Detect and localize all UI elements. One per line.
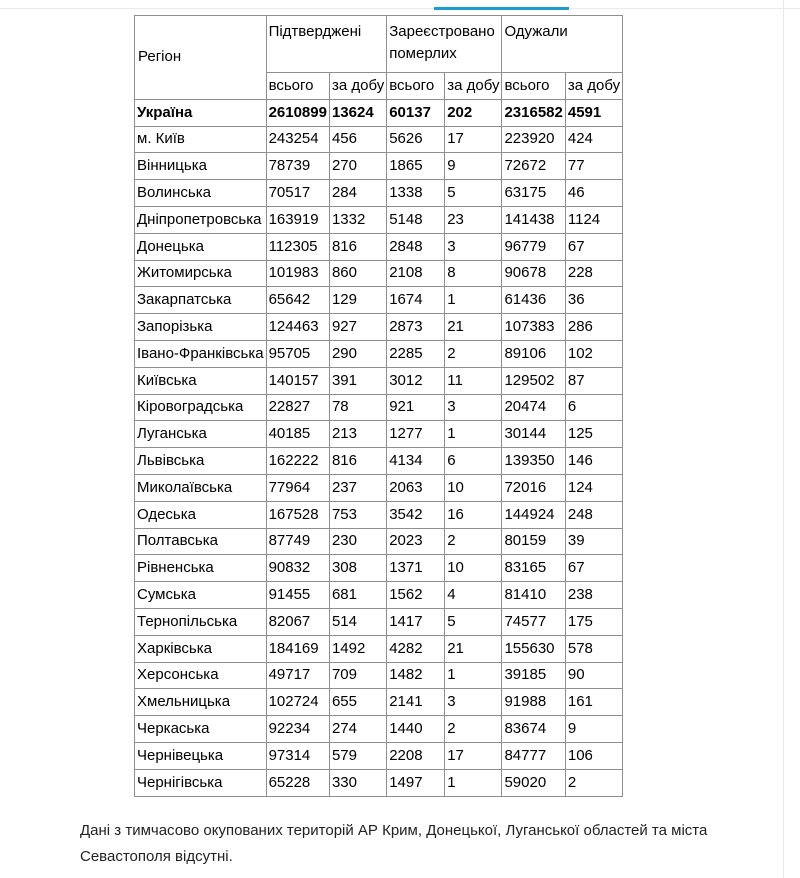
value-cell: 17 xyxy=(445,126,502,153)
deaths-total-header: всього xyxy=(387,73,445,100)
content-right-border xyxy=(783,0,784,878)
region-cell: Івано-Франківська xyxy=(135,340,267,367)
value-cell: 162222 xyxy=(266,448,329,475)
value-cell: 22827 xyxy=(266,394,329,421)
value-cell: 2063 xyxy=(387,474,445,501)
value-cell: 129502 xyxy=(502,367,565,394)
table-row xyxy=(135,287,623,314)
value-cell: 5626 xyxy=(387,126,445,153)
value-cell: 95705 xyxy=(266,340,329,367)
value-cell: 39 xyxy=(565,528,622,555)
covid-stats-table xyxy=(134,15,623,797)
value-cell: 1332 xyxy=(329,206,386,233)
value-cell: 579 xyxy=(329,742,386,769)
value-cell: 286 xyxy=(565,314,622,341)
region-cell: Чернівецька xyxy=(135,742,267,769)
table-row xyxy=(135,314,623,341)
value-cell: 1492 xyxy=(329,635,386,662)
value-cell: 1562 xyxy=(387,582,445,609)
region-cell: Хмельницька xyxy=(135,689,267,716)
value-cell: 860 xyxy=(329,260,386,287)
value-cell: 1124 xyxy=(565,206,622,233)
total-value-cell: 13624 xyxy=(329,99,386,126)
value-cell: 1 xyxy=(445,662,502,689)
table-row xyxy=(135,716,623,743)
value-cell: 391 xyxy=(329,367,386,394)
total-region-cell: Україна xyxy=(135,99,267,126)
value-cell: 72016 xyxy=(502,474,565,501)
value-cell: 8 xyxy=(445,260,502,287)
value-cell: 90 xyxy=(565,662,622,689)
value-cell: 83165 xyxy=(502,555,565,582)
value-cell: 1277 xyxy=(387,421,445,448)
value-cell: 1 xyxy=(445,421,502,448)
value-cell: 80159 xyxy=(502,528,565,555)
value-cell: 243254 xyxy=(266,126,329,153)
confirmed-header: Підтверджені xyxy=(266,16,387,73)
table-row xyxy=(135,662,623,689)
value-cell: 270 xyxy=(329,153,386,180)
total-value-cell: 2316582 xyxy=(502,99,565,126)
value-cell: 129 xyxy=(329,287,386,314)
value-cell: 237 xyxy=(329,474,386,501)
value-cell: 96779 xyxy=(502,233,565,260)
table-row xyxy=(135,448,623,475)
value-cell: 4 xyxy=(445,582,502,609)
value-cell: 1338 xyxy=(387,180,445,207)
value-cell: 65228 xyxy=(266,769,329,796)
region-cell: Вінницька xyxy=(135,153,267,180)
value-cell: 97314 xyxy=(266,742,329,769)
value-cell: 274 xyxy=(329,716,386,743)
value-cell: 70517 xyxy=(266,180,329,207)
value-cell: 23 xyxy=(445,206,502,233)
value-cell: 102 xyxy=(565,340,622,367)
value-cell: 1417 xyxy=(387,608,445,635)
value-cell: 927 xyxy=(329,314,386,341)
value-cell: 46 xyxy=(565,180,622,207)
confirmed-day-header: за добу xyxy=(329,73,386,100)
value-cell: 11 xyxy=(445,367,502,394)
table-row xyxy=(135,689,623,716)
total-value-cell: 4591 xyxy=(565,99,622,126)
value-cell: 9 xyxy=(565,716,622,743)
value-cell: 6 xyxy=(445,448,502,475)
value-cell: 238 xyxy=(565,582,622,609)
value-cell: 230 xyxy=(329,528,386,555)
confirmed-total-header: всього xyxy=(266,73,329,100)
value-cell: 141438 xyxy=(502,206,565,233)
value-cell: 5 xyxy=(445,180,502,207)
value-cell: 6 xyxy=(565,394,622,421)
value-cell: 40185 xyxy=(266,421,329,448)
value-cell: 78 xyxy=(329,394,386,421)
value-cell: 1497 xyxy=(387,769,445,796)
value-cell: 3542 xyxy=(387,501,445,528)
value-cell: 10 xyxy=(445,555,502,582)
value-cell: 228 xyxy=(565,260,622,287)
total-value-cell: 60137 xyxy=(387,99,445,126)
value-cell: 49717 xyxy=(266,662,329,689)
value-cell: 39185 xyxy=(502,662,565,689)
total-row xyxy=(135,99,623,126)
region-cell: Полтавська xyxy=(135,528,267,555)
value-cell: 213 xyxy=(329,421,386,448)
region-cell: Тернопільська xyxy=(135,608,267,635)
value-cell: 1674 xyxy=(387,287,445,314)
table-row xyxy=(135,769,623,796)
region-cell: Одеська xyxy=(135,501,267,528)
recovered-header: Одужали xyxy=(502,16,623,73)
value-cell: 3 xyxy=(445,394,502,421)
value-cell: 87749 xyxy=(266,528,329,555)
region-cell: Луганська xyxy=(135,421,267,448)
value-cell: 101983 xyxy=(266,260,329,287)
value-cell: 2 xyxy=(445,528,502,555)
region-cell: Чернігівська xyxy=(135,769,267,796)
deaths-header: Зареєстровано померлих xyxy=(387,16,502,73)
value-cell: 1371 xyxy=(387,555,445,582)
value-cell: 1 xyxy=(445,287,502,314)
value-cell: 89106 xyxy=(502,340,565,367)
value-cell: 77 xyxy=(565,153,622,180)
value-cell: 2848 xyxy=(387,233,445,260)
region-cell: Херсонська xyxy=(135,662,267,689)
value-cell: 2 xyxy=(445,716,502,743)
table-row xyxy=(135,635,623,662)
value-cell: 2 xyxy=(445,340,502,367)
region-header: Регіон xyxy=(135,16,267,100)
value-cell: 72672 xyxy=(502,153,565,180)
value-cell: 3 xyxy=(445,233,502,260)
value-cell: 5148 xyxy=(387,206,445,233)
active-tab-indicator xyxy=(434,7,569,10)
table-row xyxy=(135,742,623,769)
value-cell: 59020 xyxy=(502,769,565,796)
recovered-total-header: всього xyxy=(502,73,565,100)
value-cell: 84777 xyxy=(502,742,565,769)
top-divider xyxy=(0,8,800,9)
value-cell: 4134 xyxy=(387,448,445,475)
value-cell: 78739 xyxy=(266,153,329,180)
value-cell: 290 xyxy=(329,340,386,367)
value-cell: 175 xyxy=(565,608,622,635)
value-cell: 77964 xyxy=(266,474,329,501)
value-cell: 753 xyxy=(329,501,386,528)
table-row xyxy=(135,153,623,180)
value-cell: 184169 xyxy=(266,635,329,662)
value-cell: 92234 xyxy=(266,716,329,743)
value-cell: 81410 xyxy=(502,582,565,609)
region-cell: Житомирська xyxy=(135,260,267,287)
deaths-day-header: за добу xyxy=(445,73,502,100)
table-row xyxy=(135,340,623,367)
value-cell: 5 xyxy=(445,608,502,635)
value-cell: 167528 xyxy=(266,501,329,528)
value-cell: 2023 xyxy=(387,528,445,555)
value-cell: 146 xyxy=(565,448,622,475)
table-row xyxy=(135,180,623,207)
value-cell: 921 xyxy=(387,394,445,421)
value-cell: 144924 xyxy=(502,501,565,528)
table-row xyxy=(135,608,623,635)
value-cell: 2 xyxy=(565,769,622,796)
value-cell: 248 xyxy=(565,501,622,528)
footnote-text: Дані з тимчасово окупованих територій АР Крим, Донецької, Луганської областей та міста Севастополя відсутні. xyxy=(80,822,708,865)
value-cell: 681 xyxy=(329,582,386,609)
value-cell: 655 xyxy=(329,689,386,716)
table-row xyxy=(135,233,623,260)
value-cell: 155630 xyxy=(502,635,565,662)
value-cell: 816 xyxy=(329,233,386,260)
value-cell: 21 xyxy=(445,314,502,341)
value-cell: 74577 xyxy=(502,608,565,635)
table-row xyxy=(135,367,623,394)
value-cell: 90832 xyxy=(266,555,329,582)
table-row xyxy=(135,421,623,448)
region-cell: Кіровоградська xyxy=(135,394,267,421)
region-cell: Донецька xyxy=(135,233,267,260)
value-cell: 4282 xyxy=(387,635,445,662)
recovered-day-header: за добу xyxy=(565,73,622,100)
value-cell: 2873 xyxy=(387,314,445,341)
region-cell: Харківська xyxy=(135,635,267,662)
table-row xyxy=(135,206,623,233)
value-cell: 2141 xyxy=(387,689,445,716)
value-cell: 83674 xyxy=(502,716,565,743)
value-cell: 20474 xyxy=(502,394,565,421)
total-value-cell: 2610899 xyxy=(266,99,329,126)
value-cell: 3 xyxy=(445,689,502,716)
value-cell: 163919 xyxy=(266,206,329,233)
value-cell: 1482 xyxy=(387,662,445,689)
value-cell: 61436 xyxy=(502,287,565,314)
value-cell: 17 xyxy=(445,742,502,769)
value-cell: 112305 xyxy=(266,233,329,260)
value-cell: 36 xyxy=(565,287,622,314)
value-cell: 161 xyxy=(565,689,622,716)
region-cell: Черкаська xyxy=(135,716,267,743)
region-cell: Рівненська xyxy=(135,555,267,582)
value-cell: 16 xyxy=(445,501,502,528)
value-cell: 91455 xyxy=(266,582,329,609)
value-cell: 125 xyxy=(565,421,622,448)
value-cell: 3012 xyxy=(387,367,445,394)
value-cell: 21 xyxy=(445,635,502,662)
region-cell: Миколаївська xyxy=(135,474,267,501)
region-cell: Волинська xyxy=(135,180,267,207)
value-cell: 223920 xyxy=(502,126,565,153)
value-cell: 330 xyxy=(329,769,386,796)
value-cell: 63175 xyxy=(502,180,565,207)
value-cell: 9 xyxy=(445,153,502,180)
value-cell: 578 xyxy=(565,635,622,662)
value-cell: 284 xyxy=(329,180,386,207)
table-row xyxy=(135,528,623,555)
value-cell: 456 xyxy=(329,126,386,153)
value-cell: 124 xyxy=(565,474,622,501)
table-row xyxy=(135,126,623,153)
table-row xyxy=(135,582,623,609)
table-row xyxy=(135,474,623,501)
region-cell: Дніпропетровська xyxy=(135,206,267,233)
value-cell: 106 xyxy=(565,742,622,769)
value-cell: 65642 xyxy=(266,287,329,314)
value-cell: 1 xyxy=(445,769,502,796)
value-cell: 308 xyxy=(329,555,386,582)
table-row xyxy=(135,394,623,421)
value-cell: 107383 xyxy=(502,314,565,341)
region-cell: Закарпатська xyxy=(135,287,267,314)
region-cell: Запорізька xyxy=(135,314,267,341)
value-cell: 709 xyxy=(329,662,386,689)
value-cell: 140157 xyxy=(266,367,329,394)
header-row xyxy=(135,16,623,73)
value-cell: 90678 xyxy=(502,260,565,287)
value-cell: 30144 xyxy=(502,421,565,448)
value-cell: 2108 xyxy=(387,260,445,287)
value-cell: 1440 xyxy=(387,716,445,743)
value-cell: 816 xyxy=(329,448,386,475)
value-cell: 514 xyxy=(329,608,386,635)
total-value-cell: 202 xyxy=(445,99,502,126)
value-cell: 424 xyxy=(565,126,622,153)
value-cell: 1865 xyxy=(387,153,445,180)
table-row xyxy=(135,260,623,287)
table-row xyxy=(135,555,623,582)
value-cell: 91988 xyxy=(502,689,565,716)
region-cell: Сумська xyxy=(135,582,267,609)
value-cell: 82067 xyxy=(266,608,329,635)
value-cell: 2285 xyxy=(387,340,445,367)
region-cell: Львівська xyxy=(135,448,267,475)
value-cell: 124463 xyxy=(266,314,329,341)
region-cell: м. Київ xyxy=(135,126,267,153)
value-cell: 102724 xyxy=(266,689,329,716)
value-cell: 67 xyxy=(565,233,622,260)
table-row xyxy=(135,501,623,528)
value-cell: 67 xyxy=(565,555,622,582)
value-cell: 10 xyxy=(445,474,502,501)
value-cell: 87 xyxy=(565,367,622,394)
region-cell: Київська xyxy=(135,367,267,394)
value-cell: 139350 xyxy=(502,448,565,475)
value-cell: 2208 xyxy=(387,742,445,769)
